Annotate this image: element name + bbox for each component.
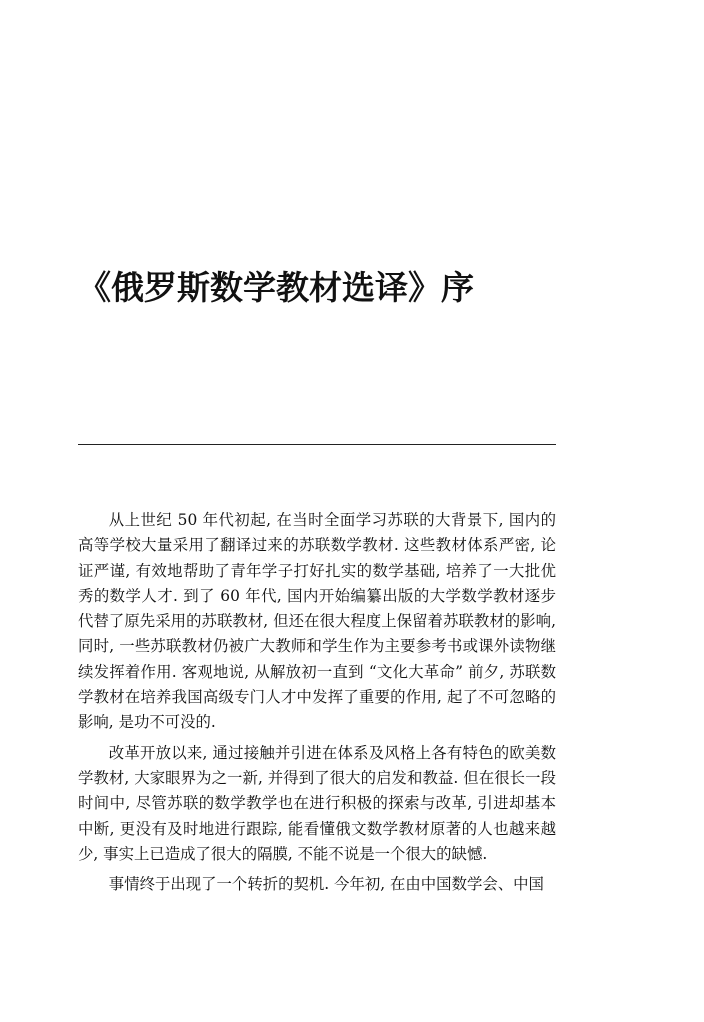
paragraph-2: 改革开放以来, 通过接触并引进在体系及风格上各有特色的欧美数学教材, 大家眼界为之一新, 并得到了很大的启发和教益. 但在很长一段时间中, 尽管苏联的数学教学也在进行积极的探索与改革, 引进却基本中断, 更没有及时地进行跟踪, 能看懂俄文数学教材原著的人也越来越少, 事实上已造成了很大的隔膜, 不能不说是一个很大的缺憾. bbox=[78, 743, 556, 863]
body-text bbox=[78, 508, 556, 897]
paragraph-1: 从上世纪 50 年代初起, 在当时全面学习苏联的大背景下, 国内的高等学校大量采用了翻译过来的苏联数学教材. 这些教材体系严密, 论证严谨, 有效地帮助了青年学子打好扎实的数学基础, 培养了一大批优秀的数学人才. 到了 60 年代, 国内开始编纂出版的大学数学教材逐步代替了原先采用的苏联教材, 但还在很大程度上保留着苏联教材的影响, 同时, 一些苏联教材仍被广大教师和学生作为主要参考书或课外读物继续发挥着作用. 客观地说, 从解放初一直到 “文化大革命” 前夕, 苏联数学教材在培养我国高级专门人才中发挥了重要的作用, 起了不可忽略的影响, 是功不可没的. bbox=[78, 511, 556, 732]
page-title: 《俄罗斯数学教材选译》序 bbox=[78, 268, 474, 307]
paragraph-3: 事情终于出现了一个转折的契机. 今年初, 在由中国数学会、中国 bbox=[108, 875, 544, 894]
title-divider bbox=[78, 444, 556, 445]
